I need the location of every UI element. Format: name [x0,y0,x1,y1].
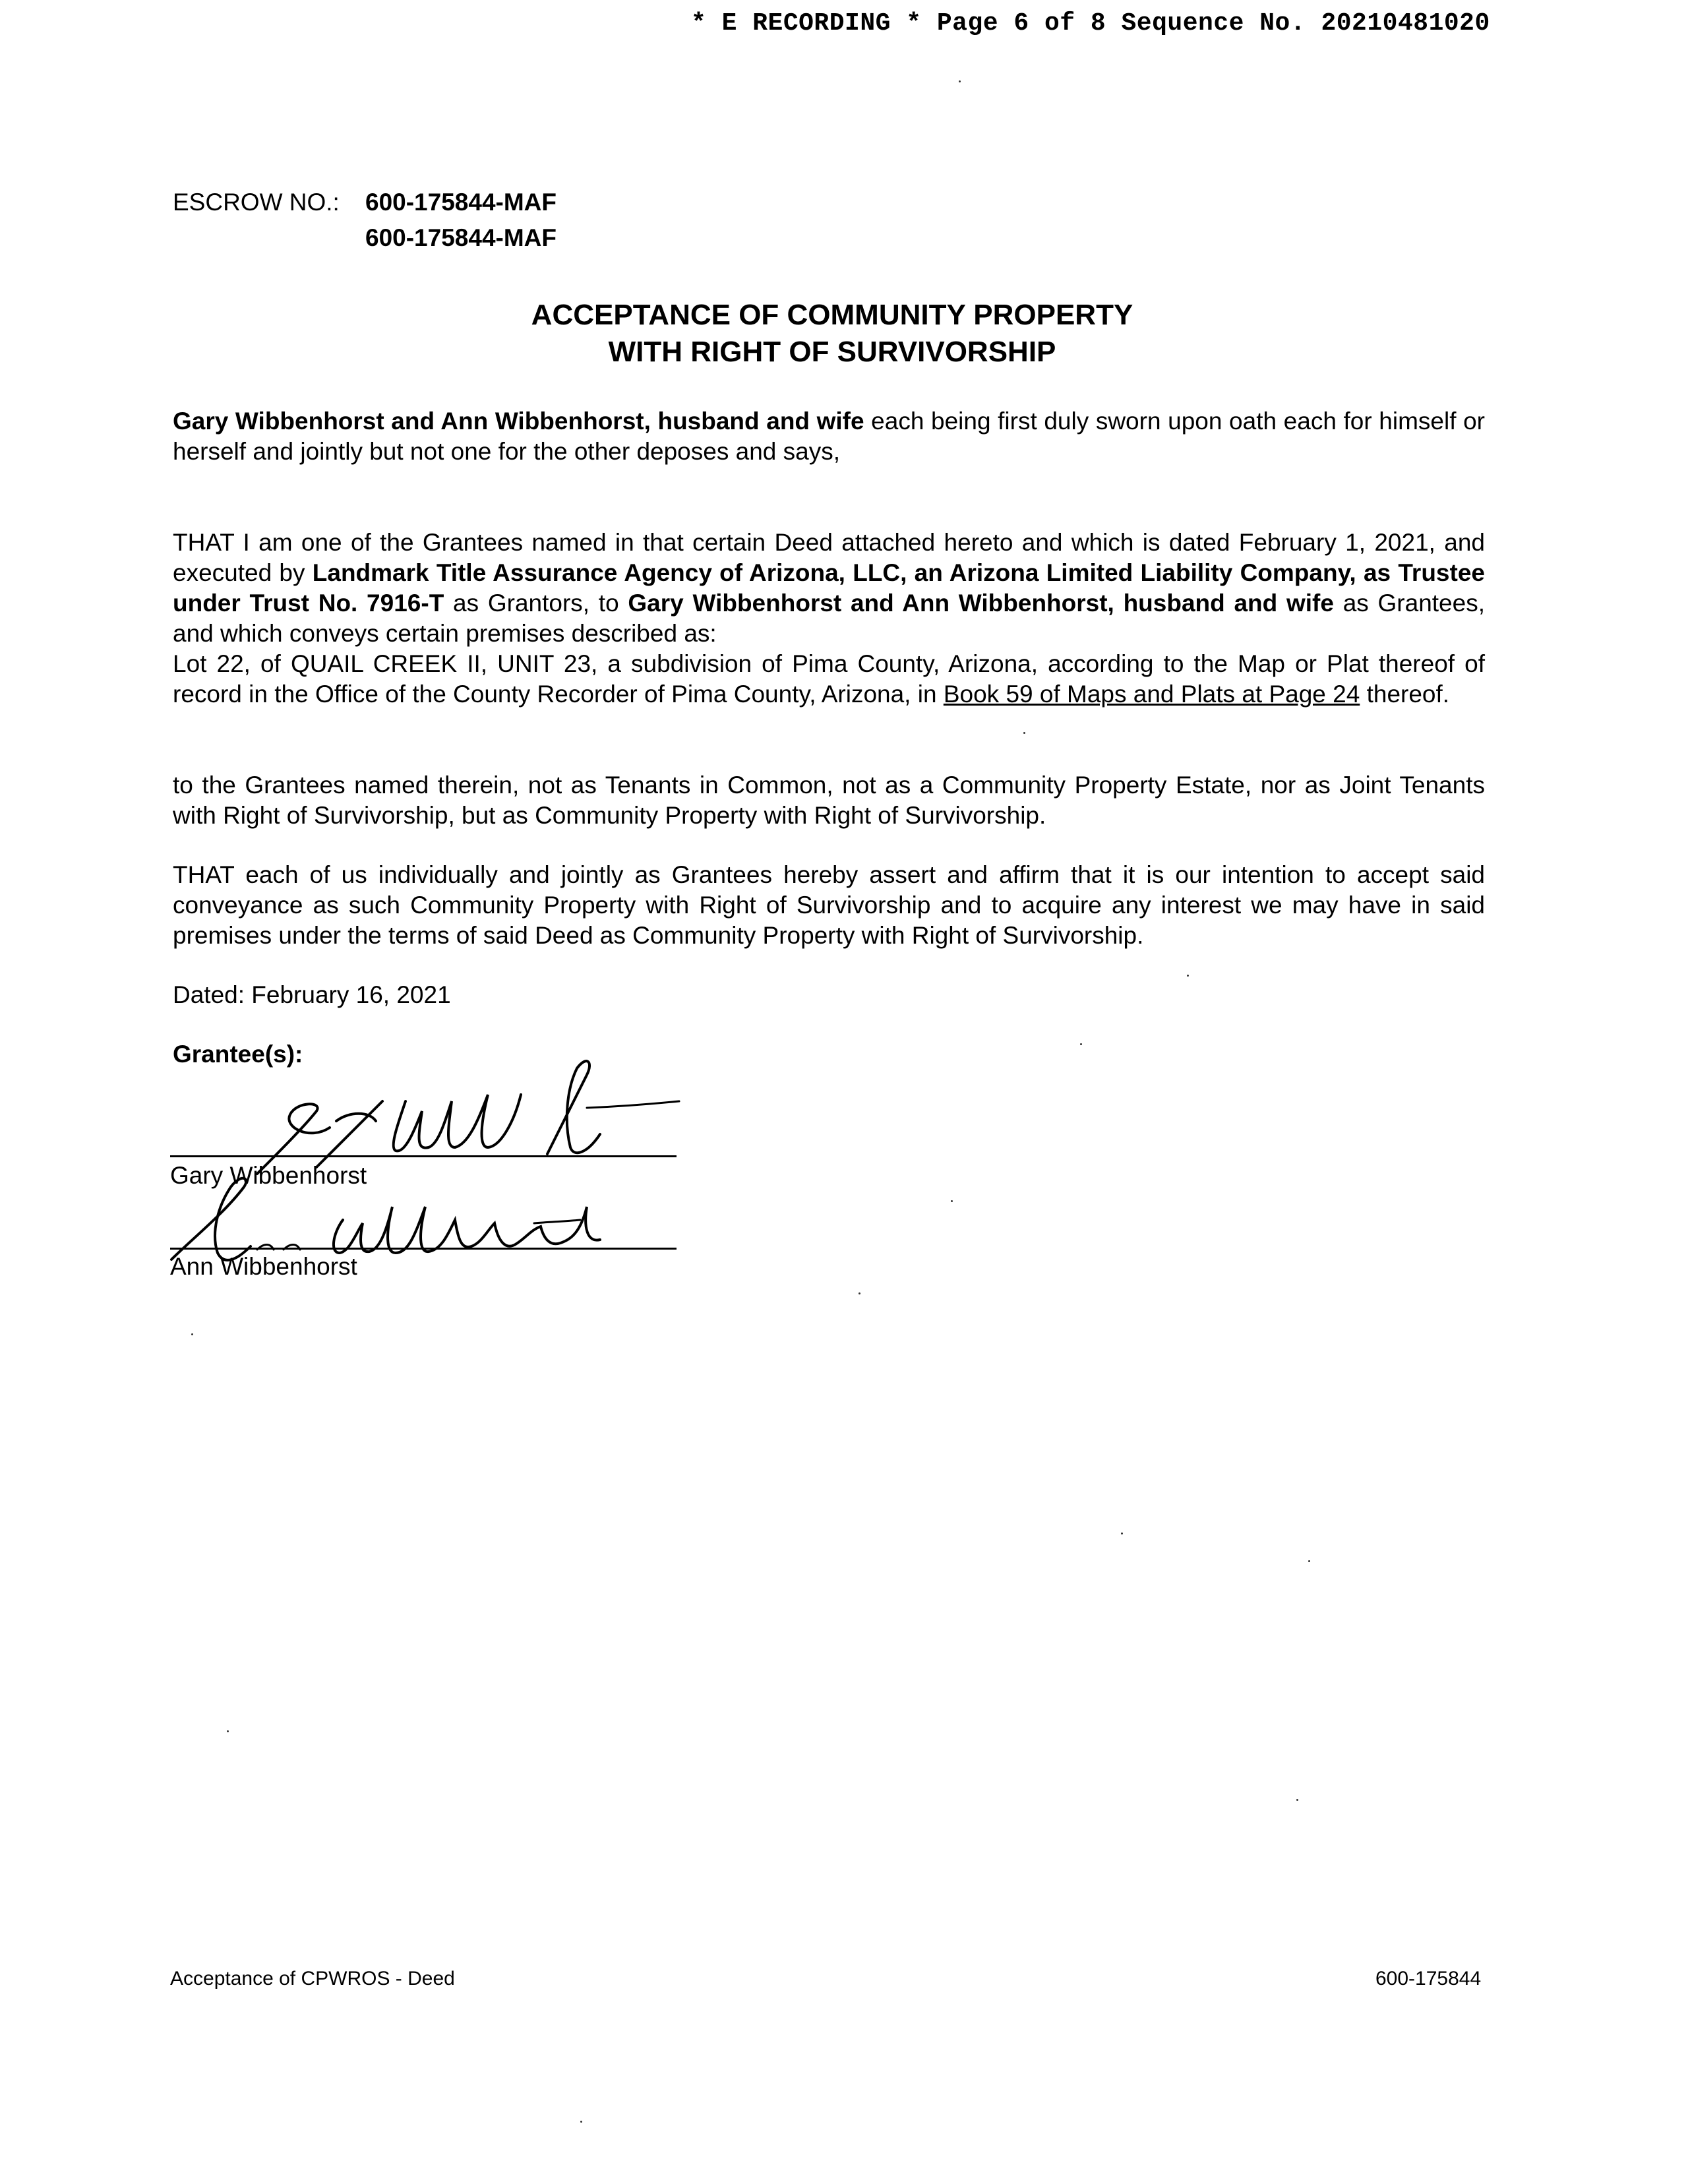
escrow-label: ESCROW NO.: [173,189,340,216]
scan-speck [1308,1560,1310,1562]
scan-speck [1121,1532,1123,1534]
signature-line [170,1248,677,1250]
grantees-names: Gary Wibbenhorst and Ann Wibbenhorst, husband and wife [628,590,1334,617]
grantees-names: Gary Wibbenhorst and Ann Wibbenhorst, husband and wife [173,408,864,435]
signatory-name: Ann Wibbenhorst [170,1253,357,1280]
footer-document-name: Acceptance of CPWROS - Deed [170,1968,455,1989]
footer-escrow-number: 600-175844 [1375,1968,1482,1989]
scan-speck [1187,975,1189,977]
escrow-block [173,185,557,256]
escrow-number-repeat: 600-175844-MAF [365,224,557,251]
grantors-names: Landmark Title Assurance Agency of Arizona, LLC, an Arizona Limited Liability Company, as Trustee under Trust No. 7916-T [173,559,1485,617]
scan-speck [227,1730,229,1732]
scan-speck [1296,1799,1298,1801]
grantees-label: Grantee(s): [173,1041,303,1068]
scan-speck [1080,1043,1082,1045]
scan-speck [951,1200,953,1202]
title-line-2: WITH RIGHT OF SURVIVORSHIP [608,336,1056,368]
deposition-paragraph: Gary Wibbenhorst and Ann Wibbenhorst, husband and wife each being first duly sworn upon oath each for himself or herself and jointly but not one for the other deposes and says, [173,408,1485,465]
book-reference: Book 59 of Maps and Plats at Page 24 [943,681,1360,708]
affirmation-paragraph: THAT each of us individually and jointly as Grantees hereby assert and affirm that it is our intention to accept said conveyance as such Community Property with Right of Survivorship and to acquire any interest we may have in said premises under the terms of said Deed as Community Property with Right of Survivorship. [173,861,1485,949]
scan-speck [859,1292,860,1294]
title-line-1: ACCEPTANCE OF COMMUNITY PROPERTY [531,299,1133,331]
scan-speck [191,1333,193,1335]
legal-description: Lot 22, of QUAIL CREEK II, UNIT 23, a subdivision of Pima County, Arizona, according to the Map or Plat thereof of record in the Office of the County Recorder of Pima County, Arizona, in Book 59 of Maps and Plats at Page 24 thereof. [173,650,1485,708]
scan-speck [580,2121,582,2123]
document-title [173,297,1492,371]
escrow-number: 600-175844-MAF [365,189,557,216]
dated-line: Dated: February 16, 2021 [173,981,451,1008]
recording-stamp: * E RECORDING * Page 6 of 8 Sequence No. 20210481020 [691,9,1490,38]
scan-speck [959,80,961,82]
tenancy-paragraph: to the Grantees named therein, not as Tenants in Common, not as a Community Property Estate, nor as Joint Tenants with Right of Survivorship, but as Community Property with Right of Survivorship. [173,772,1485,829]
signature-line [170,1155,677,1157]
signatory-name: Gary Wibbenhorst [170,1162,367,1189]
scan-speck [1023,732,1025,734]
deed-paragraph: THAT I am one of the Grantees named in that certain Deed attached hereto and which is dated February 1, 2021, and executed by Landmark Title Assurance Agency of Arizona, LLC, an Arizona Limited Liability Company, as Trustee under Trust No. 7916-T as Grantors, to Gary Wibbenhorst and Ann Wibbenhorst, husband and wife as Grantees, and which conveys certain premises described as: [173,529,1485,647]
